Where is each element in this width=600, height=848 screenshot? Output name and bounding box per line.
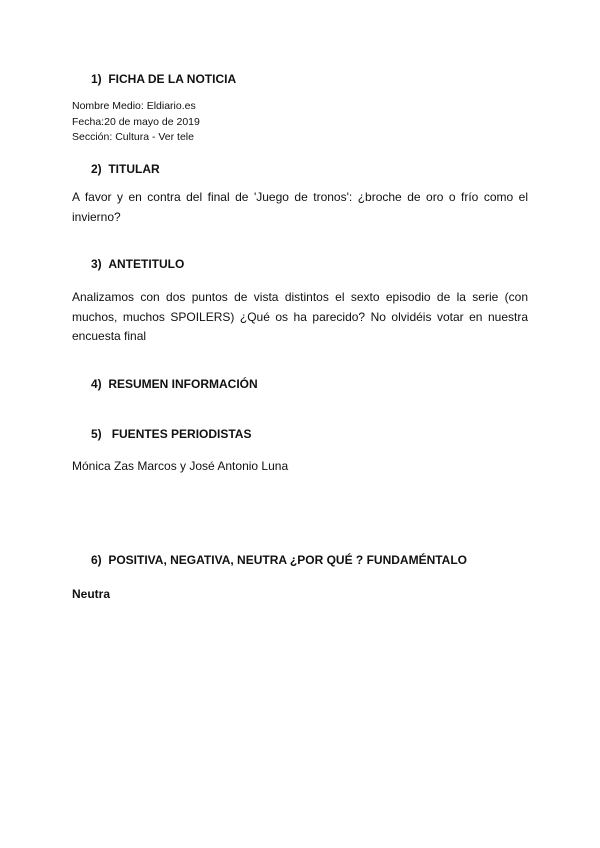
section-title: RESUMEN INFORMACIÓN xyxy=(108,377,258,391)
section-heading-fuentes xyxy=(91,427,251,441)
section-number: 5) xyxy=(91,427,102,441)
fuentes-text: Mónica Zas Marcos y José Antonio Luna xyxy=(72,459,289,473)
titular-text: A favor y en contra del final de 'Juego de tronos': ¿broche de oro o frío como el invierno? xyxy=(72,190,528,224)
section-title: TITULAR xyxy=(108,162,160,176)
section-title: FICHA DE LA NOTICIA xyxy=(108,72,237,86)
section-heading-valoracion xyxy=(91,553,467,567)
section-number: 3) xyxy=(91,257,102,271)
ficha-seccion: Sección: Cultura - Ver tele xyxy=(72,131,194,143)
section-number: 6) xyxy=(91,553,102,567)
valoracion-text: Neutra xyxy=(72,587,111,601)
section-number: 2) xyxy=(91,162,102,176)
section-title: ANTETITULO xyxy=(108,257,185,271)
section-title: FUENTES PERIODISTAS xyxy=(111,427,252,441)
section-title: POSITIVA, NEGATIVA, NEUTRA ¿POR QUÉ ? FUNDAMÉNTALO xyxy=(108,553,468,567)
ficha-medio: Nombre Medio: Eldiario.es xyxy=(72,100,196,112)
section-heading-antetitulo xyxy=(91,257,184,271)
section-heading-resumen xyxy=(91,377,258,391)
section-heading-ficha xyxy=(91,72,236,86)
section-heading-titular xyxy=(91,162,160,176)
ficha-block xyxy=(72,99,532,146)
ficha-fecha: Fecha:20 de mayo de 2019 xyxy=(72,115,200,128)
antetitulo-text: Analizamos con dos puntos de vista distintos el sexto episodio de la serie (con muchos, muchos SPOILERS) ¿Qué os ha parecido? No olvidéis votar en nuestra encuesta final xyxy=(72,290,528,343)
section-number: 4) xyxy=(91,377,102,391)
section-number: 1) xyxy=(91,72,102,86)
